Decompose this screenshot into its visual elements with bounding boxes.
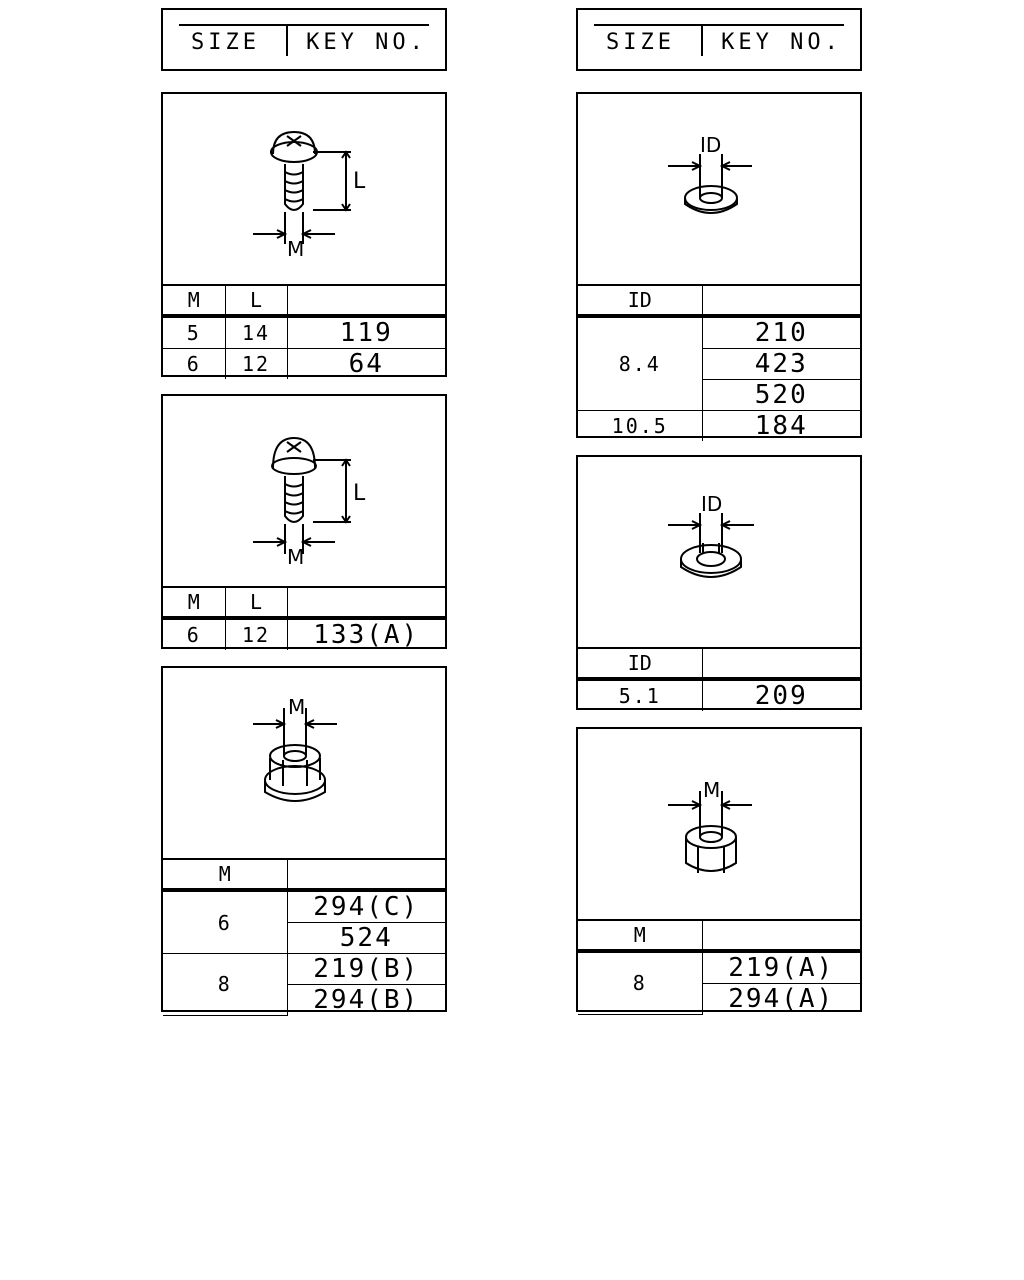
hex-nut-icon (578, 729, 860, 919)
col-m: M (163, 587, 225, 618)
cell-key-no: 524 (287, 923, 445, 954)
lock-washer-table (578, 647, 860, 711)
col-m: M (163, 285, 225, 316)
cell-key-no: 184 (702, 411, 860, 442)
diameter-dimension-label: M (287, 545, 305, 569)
cell-key-no: 219(B) (287, 954, 445, 985)
screw-icon (163, 94, 445, 284)
col-key (287, 859, 445, 890)
inner-diameter-label: ID (701, 492, 723, 516)
cell-m: 5 (163, 316, 225, 349)
diameter-dimension-label: M (703, 778, 721, 802)
lock-washer-icon (578, 457, 860, 647)
key-no-column-header: KEY NO. (306, 30, 427, 55)
panel-screw-washer-head (161, 92, 447, 377)
cell-id: 5.1 (578, 679, 702, 711)
size-column-header: SIZE (191, 30, 260, 55)
screw2-table (163, 586, 445, 650)
header-left (161, 8, 447, 71)
cell-m: 6 (163, 349, 225, 380)
cell-l: 14 (225, 316, 287, 349)
panel-plain-washer (576, 92, 862, 441)
col-key (702, 920, 860, 951)
col-key (287, 587, 445, 618)
size-column-header: SIZE (606, 30, 675, 55)
cell-key-no: 520 (702, 380, 860, 411)
cell-key-no: 423 (702, 349, 860, 380)
cell-key-no: 119 (287, 316, 445, 349)
cell-m: 8 (578, 951, 702, 1014)
col-key (702, 285, 860, 316)
col-id: ID (578, 285, 702, 316)
col-l: L (225, 285, 287, 316)
washer-icon (578, 94, 860, 284)
cell-key-no: 210 (702, 316, 860, 349)
header-right (576, 8, 862, 71)
cell-key-no: 294(A) (702, 984, 860, 1015)
washer-table (578, 284, 860, 441)
cell-l: 12 (225, 618, 287, 650)
panel-screw-pan-head (161, 394, 447, 649)
col-id: ID (578, 648, 702, 679)
cell-m: 8 (163, 954, 287, 1016)
flange-nut-table (163, 858, 445, 1016)
cell-key-no: 133(A) (287, 618, 445, 650)
col-m: M (578, 920, 702, 951)
panel-flange-nut (161, 666, 447, 1015)
cell-key-no: 209 (702, 679, 860, 711)
cell-key-no: 294(B) (287, 985, 445, 1016)
col-key (702, 648, 860, 679)
diameter-dimension-label: M (287, 237, 305, 261)
key-no-column-header: KEY NO. (721, 30, 842, 55)
col-l: L (225, 587, 287, 618)
cell-key-no: 64 (287, 349, 445, 380)
panel-hex-nut (576, 727, 862, 1012)
hex-nut-table (578, 919, 860, 1015)
cell-id: 10.5 (578, 411, 702, 442)
diameter-dimension-label: M (288, 695, 306, 719)
screw1-table (163, 284, 445, 379)
screw-icon (163, 396, 445, 586)
flange-nut-icon (163, 668, 445, 858)
inner-diameter-label: ID (700, 133, 722, 157)
cell-m: 6 (163, 890, 287, 954)
cell-key-no: 219(A) (702, 951, 860, 984)
length-dimension-label: L (353, 481, 366, 506)
length-dimension-label: L (353, 169, 366, 194)
cell-m: 6 (163, 618, 225, 650)
col-key (287, 285, 445, 316)
panel-lock-washer (576, 455, 862, 710)
cell-id: 8.4 (578, 316, 702, 411)
cell-key-no: 294(C) (287, 890, 445, 923)
col-m: M (163, 859, 287, 890)
cell-l: 12 (225, 349, 287, 380)
